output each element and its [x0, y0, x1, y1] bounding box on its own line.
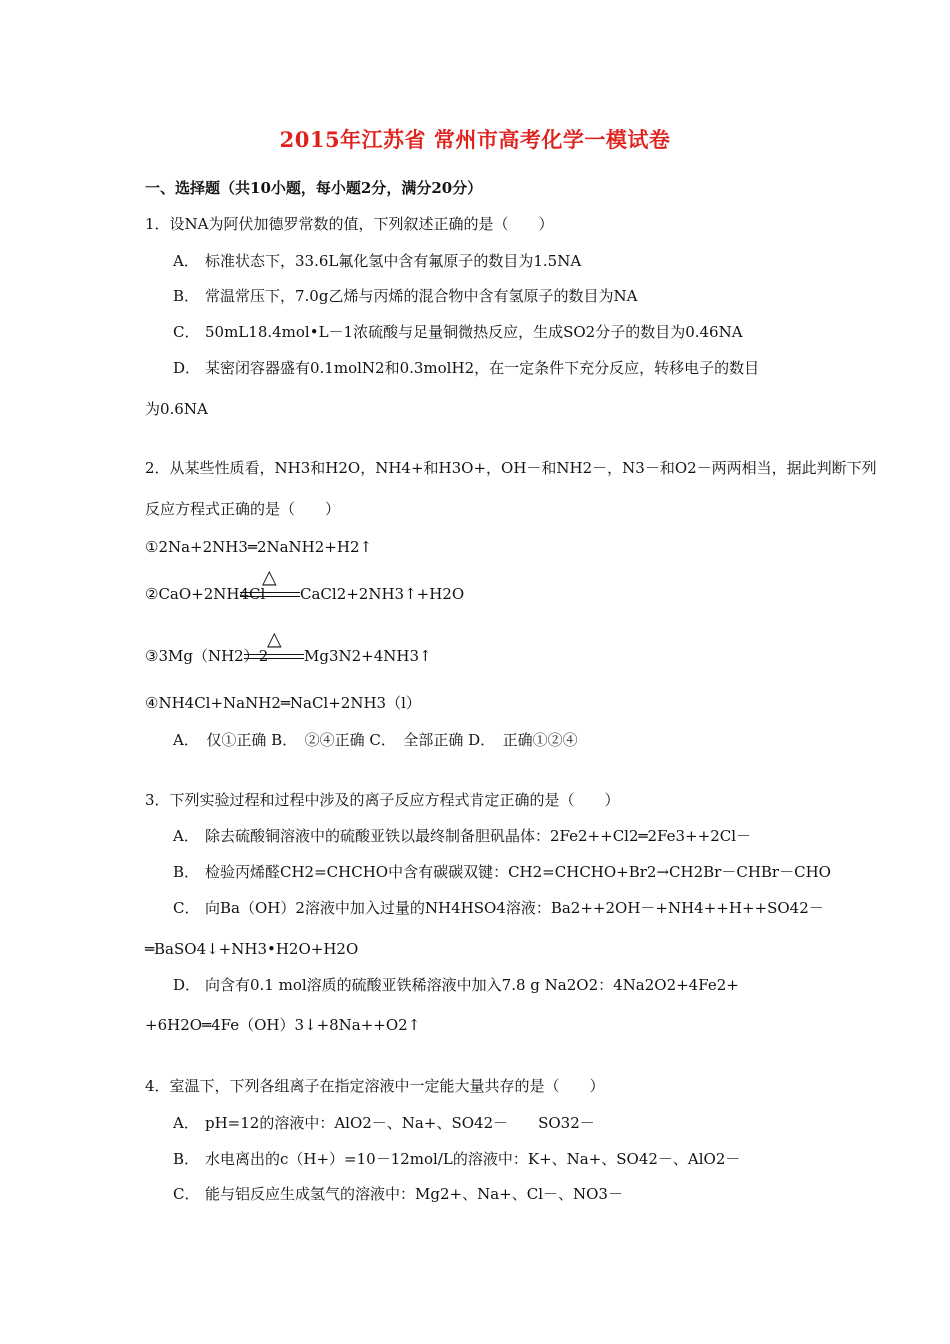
option-tag: B．	[173, 863, 200, 881]
option-tag: A．	[173, 1114, 199, 1132]
option-text: pH=12的溶液中：AlO2－、Na+、SO42－ SO32－	[205, 1114, 595, 1132]
heat-triangle-icon: △	[262, 566, 277, 588]
option-tag: C．	[173, 899, 200, 917]
option-tag: B．	[173, 287, 200, 305]
option-text: 向含有0.1 mol溶质的硫酸亚铁稀溶液中加入7.8 g Na2O2：4Na2O2+4Fe2+	[205, 976, 739, 994]
equation-3-arrow	[244, 654, 304, 659]
equation-3-left: ③3Mg（NH2）2	[145, 647, 269, 665]
q1-option-b	[173, 286, 637, 306]
equation-2-left: ②CaO+2NH4Cl	[145, 585, 266, 603]
q3-option-c	[173, 898, 824, 918]
question-4-stem: 4．室温下，下列各组离子在指定溶液中一定能大量共存的是（ ）	[145, 1077, 605, 1095]
option-text: 向Ba（OH）2溶液中加入过量的NH4HSO4溶液：Ba2++2OH－+NH4++H++SO42－	[205, 899, 824, 917]
q4-option-b	[173, 1149, 740, 1169]
option-text: 标准状态下，33.6L氟化氢中含有氟原子的数目为1.5NA	[205, 252, 582, 270]
option-text: 某密闭容器盛有0.1molN2和0.3molH2，在一定条件下充分反应，转移电子的数目	[205, 359, 760, 377]
q1-option-c	[173, 322, 743, 342]
option-tag: A．	[173, 252, 199, 270]
q1-option-d	[173, 358, 759, 378]
q3-option-d	[173, 975, 739, 995]
q3-option-c-continued: ═BaSO4↓+NH3•H2O+H2O	[145, 940, 359, 958]
q1-option-a	[173, 251, 581, 271]
question-3-stem: 3．下列实验过程和过程中涉及的离子反应方程式肯定正确的是（ ）	[145, 791, 620, 809]
option-tag: C．	[173, 323, 200, 341]
option-tag: D．	[173, 976, 201, 994]
option-text: 能与铝反应生成氢气的溶液中：Mg2+、Na+、Cl－、NO3－	[205, 1185, 623, 1203]
section-heading: 一、选择题（共10小题，每小题2分，满分20分）	[145, 179, 483, 197]
equation-3-right: Mg3N2+4NH3↑	[304, 647, 432, 665]
question-1-stem: 1．设NA为阿伏加德罗常数的值，下列叙述正确的是（ ）	[145, 215, 554, 233]
q3-option-b	[173, 862, 831, 882]
equation-2-arrow	[240, 592, 300, 597]
option-text: 除去硫酸铜溶液中的硫酸亚铁以最终制备胆矾晶体：2Fe2++Cl2═2Fe3++2Cl－	[205, 827, 752, 845]
q3-option-d-continued: +6H2O═4Fe（OH）3↓+8Na++O2↑	[145, 1016, 421, 1034]
q4-option-a	[173, 1113, 595, 1133]
option-text: 检验丙烯醛CH2=CHCHO中含有碳碳双键：CH2=CHCHO+Br2→CH2Br－CHBr－CHO	[205, 863, 831, 881]
option-tag: A．	[173, 827, 199, 845]
option-text: 水电离出的c（H+）=10－12mol/L的溶液中：K+、Na+、SO42－、AlO2－	[205, 1150, 741, 1168]
option-tag: C．	[173, 1185, 200, 1203]
option-tag: D．	[173, 359, 201, 377]
q4-option-c	[173, 1184, 623, 1204]
question-2-stem: 2．从某些性质看，NH3和H2O，NH4+和H3O+，OH－和NH2－，N3－和O2－两两相当，据此判断下列	[145, 459, 877, 477]
q2-options: A． 仅①正确 B． ②④正确 C． 全部正确 D． 正确①②④	[173, 731, 578, 749]
option-text: 常温常压下，7.0g乙烯与丙烯的混合物中含有氢原子的数目为NA	[205, 287, 638, 305]
q1-option-d-continued: 为0.6NA	[145, 400, 208, 418]
option-text: 50mL18.4mol•L－1浓硫酸与足量铜微热反应，生成SO2分子的数目为0.46NA	[205, 323, 743, 341]
page-title: 2015年江苏省 常州市高考化学一模试卷	[279, 127, 671, 152]
equation-1: ①2Na+2NH3═2NaNH2+H2↑	[145, 538, 373, 556]
heat-triangle-icon: △	[267, 628, 282, 650]
q3-option-a	[173, 826, 751, 846]
option-tag: B．	[173, 1150, 200, 1168]
equation-2-right: CaCl2+2NH3↑+H2O	[300, 585, 465, 603]
question-2-stem-continued: 反应方程式正确的是（ ）	[145, 500, 341, 518]
equation-4: ④NH4Cl+NaNH2═NaCl+2NH3（l）	[145, 694, 421, 712]
